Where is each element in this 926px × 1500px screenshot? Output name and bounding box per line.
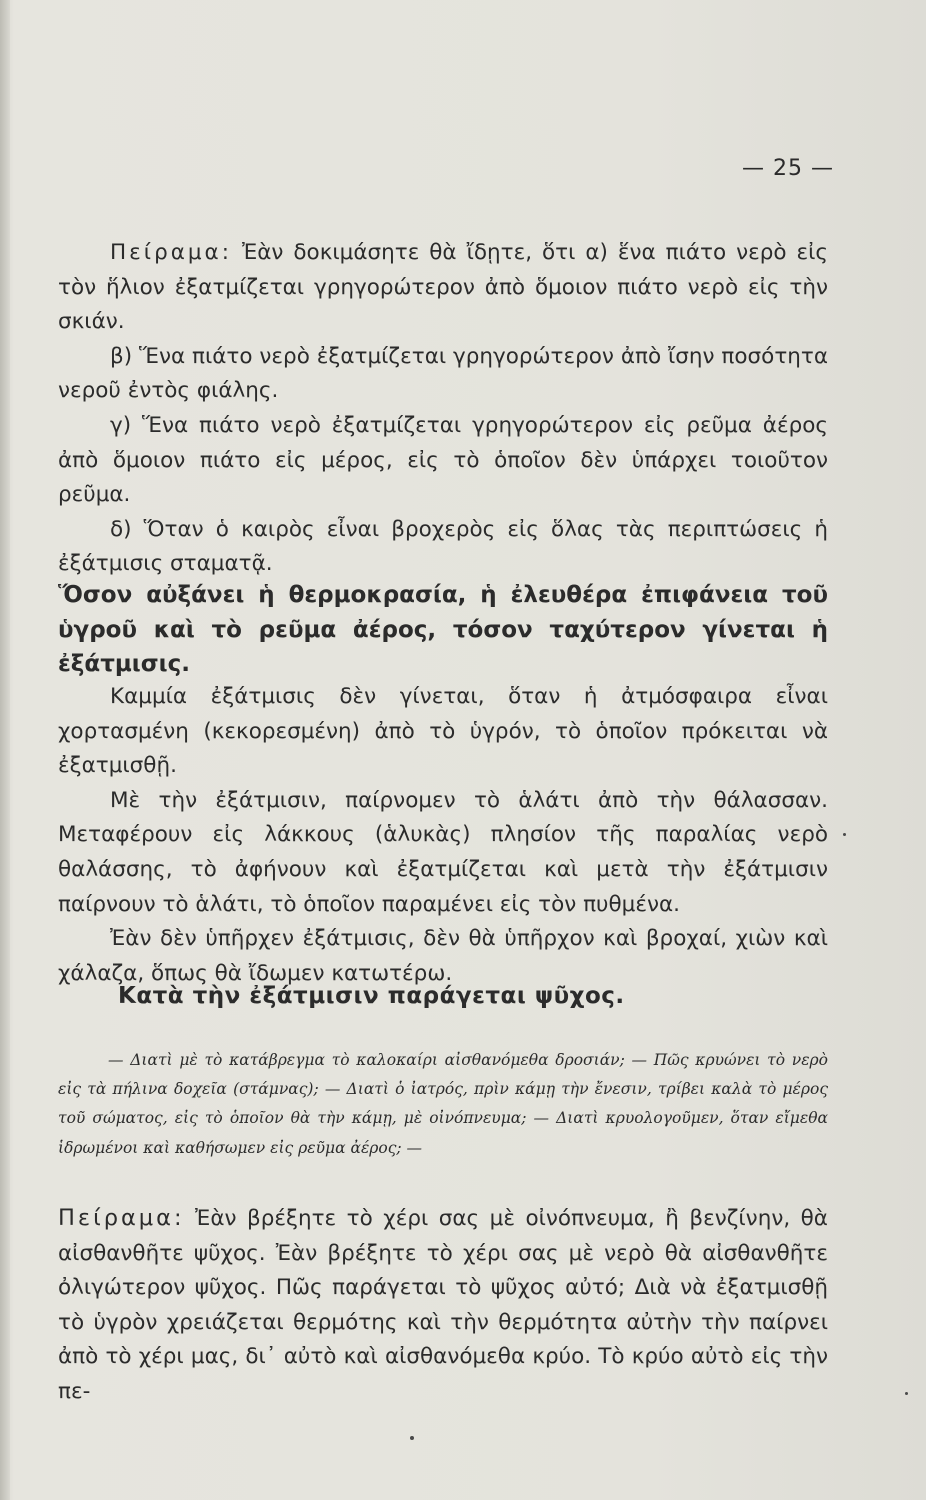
ink-speck	[410, 1436, 414, 1440]
experiment-1-intro-text: Ἐὰν δοκιμάσητε θὰ ἴδῃτε, ὅτι α) ἕνα πιάτο νερὸ εἰς τὸν ἥλιον ἐξατμίζεται γρηγορώτερον ἀπὸ ὅμοιον πιάτο νερὸ εἰς τὴν σκιάν.	[58, 240, 828, 335]
experiment-2-label: Πείραμα:	[58, 1205, 185, 1231]
paragraph-rain: Ἐὰν δὲν ὑπῆρχεν ἐξάτμισις, δὲν θὰ ὑπῆρχον καὶ βροχαί, χιὼν καὶ χάλαζα, ὅπως θὰ ἴδωμεν κατωτέρω.	[58, 926, 828, 986]
body-paragraphs	[58, 680, 828, 991]
footnote-text: — Διατὶ μὲ τὸ κατάβρεγμα τὸ καλοκαίρι αἰσθανόμεθα δροσιάν; — Πῶς κρυώνει τὸ νερὸ εἰς τὰ πήλινα δοχεῖα (στάμνας); — Διατὶ ὁ ἰατρός, πρὶν κάμῃ τὴν ἔνεσιν, τρίβει καλὰ τὸ μέρος τοῦ σώματος, εἰς τὸ ὁποῖον θὰ τὴν κάμῃ, μὲ οἰνόπνευμα; — Διατὶ κρυολογοῦμεν, ὅταν εἴμεθα ἱδρωμένοι καὶ καθήσωμεν εἰς ρεῦμα ἀέρος; —	[58, 1051, 828, 1157]
paragraph-saturation: Καμμία ἐξάτμισις δὲν γίνεται, ὅταν ἡ ἀτμόσφαιρα εἶναι χορτασμένη (κεκορεσμένη) ἀπὸ τὸ ὑγρόν, τὸ ὁποῖον πρόκειται νὰ ἐξατμισθῇ.	[58, 684, 828, 779]
experiment-2	[58, 1201, 828, 1410]
binding-edge	[0, 0, 10, 1500]
experiment-1-label: Πείραμα:	[110, 240, 232, 265]
ink-speck	[905, 1392, 908, 1395]
experiment-1-item-b: β) Ἕνα πιάτο νερὸ ἐξατμίζεται γρηγορώτερον ἀπὸ ἴσην ποσότητα νεροῦ ἐντὸς φιάλης.	[58, 343, 828, 404]
experiment-2-text: Ἐὰν βρέξητε τὸ χέρι σας μὲ οἰνόπνευμα, ἢ βενζίνην, θὰ αἰσθανθῆτε ψῦχος. Ἐὰν βρέξητε τὸ χέρι σας μὲ νερὸ θὰ αἰσθανθῆτε ὀλιγώτερον ψῦχος. Πῶς παράγεται τὸ ψῦχος αὐτό; Διὰ νὰ ἐξατμισθῇ τὸ ὑγρὸν χρειάζεται θερμότης καὶ τὴν θερμότητα αὐτὴν τὴν παίρνει ἀπὸ τὸ χέρι μας, δι᾽ αὐτὸ καὶ αἰσθανόμεθα κρύο. Τὸ κρύο αὐτὸ εἰς τὴν πε-	[58, 1206, 828, 1404]
ink-speck	[843, 833, 846, 836]
experiment-2-paragraph	[58, 1201, 828, 1410]
experiment-1	[58, 236, 828, 582]
paragraph-salt: Μὲ τὴν ἐξάτμισιν, παίρνομεν τὸ ἁλάτι ἀπὸ τὴν θάλασσαν. Μεταφέρουν εἰς λάκκους (ἁλυκὰς) πλησίον τῆς παραλίας νερὸ θαλάσσης, τὸ ἀφήνουν καὶ ἐξατμίζεται καὶ μετὰ τὴν ἐξάτμισιν παίρνουν τὸ ἁλάτι, τὸ ὁποῖον παραμένει εἰς τὸν πυθμένα.	[58, 787, 828, 917]
experiment-1-item-c: γ) Ἕνα πιάτο νερὸ ἐξατμίζεται γρηγορώτερον εἰς ρεῦμα ἀέρος ἀπὸ ὅμοιον πιάτο εἰς μέρος, εἰς τὸ ὁποῖον δὲν ὑπάρχει τοιοῦτον ρεῦμα.	[58, 412, 828, 508]
page-number: — 25 —	[742, 156, 834, 181]
experiment-1-item-d: δ) Ὅταν ὁ καιρὸς εἶναι βροχερὸς εἰς ὅλας τὰς περιπτώσεις ἡ ἐξάτμισις σταματᾷ.	[58, 516, 828, 577]
section-heading: Κατὰ τὴν ἐξάτμισιν παράγεται ψῦχος.	[118, 983, 625, 1009]
evaporation-rule: Ὅσον αὐξάνει ἡ θερμοκρασία, ἡ ἐλευθέρα ἐπιφάνεια τοῦ ὑγροῦ καὶ τὸ ρεῦμα ἀέρος, τόσον ταχύτερον γίνεται ἡ ἐξάτμισις.	[58, 582, 828, 677]
experiment-1-intro	[58, 236, 828, 340]
questions-footnote	[58, 1046, 828, 1163]
